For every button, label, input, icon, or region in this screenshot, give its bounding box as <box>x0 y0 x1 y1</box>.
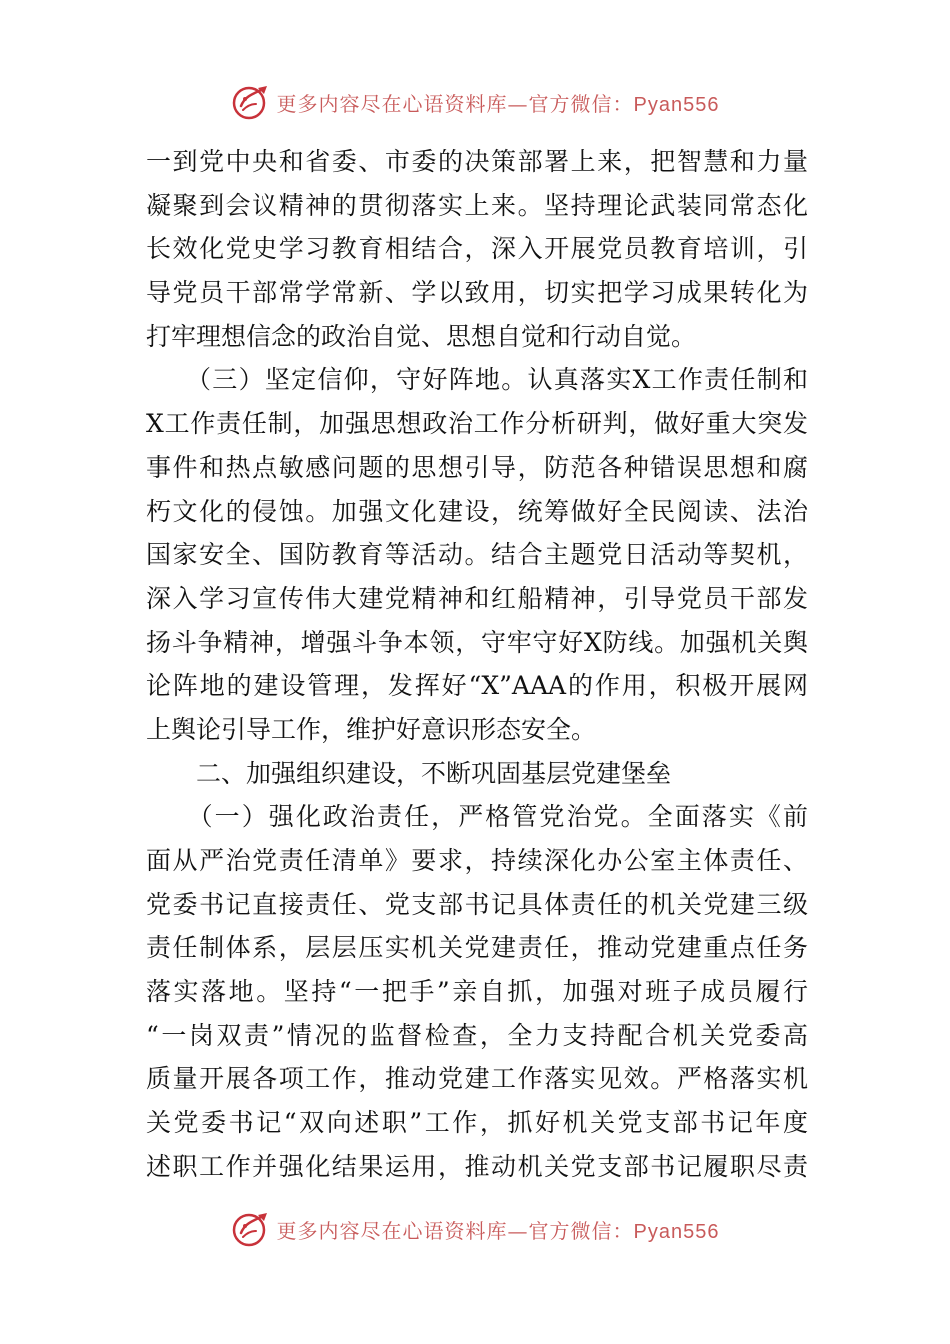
body-line: 打牢理想信念的政治自觉、思想自觉和行动自觉。 <box>146 321 697 351</box>
body-line: 党委书记直接责任、党支部书记具体责任的机关党建三级 <box>146 889 808 919</box>
body-line: 深入学习宣传伟大建党精神和红船精神，引导党员干部发 <box>146 583 808 613</box>
body-line: 上舆论引导工作，维护好意识形态安全。 <box>146 714 597 744</box>
document-body <box>146 140 808 1189</box>
body-line: 扬斗争精神，增强斗争本领，守牢守好X防线。加强机关舆 <box>146 627 808 657</box>
body-line: （三）坚定信仰，守好阵地。认真落实X工作责任制和 <box>146 365 808 395</box>
body-line: 二、加强组织建设，不断巩固基层党建堡垒 <box>146 758 672 788</box>
body-line: 责任制体系，层层压实机关党建责任，推动党建重点任务 <box>146 933 808 963</box>
body-line: 面从严治党责任清单》要求，持续深化办公室主体责任、 <box>146 846 808 875</box>
body-line: 长效化党史学习教育相结合，深入开展党员教育培训，引 <box>146 234 808 264</box>
body-line: （一）强化政治责任，严格管党治党。全面落实《前 <box>146 802 808 832</box>
body-line: 述职工作并强化结果运用，推动机关党支部书记履职尽责 <box>146 1151 808 1181</box>
body-line: “一岗双责”情况的监督检查，全力支持配合机关党委高 <box>146 1020 808 1050</box>
body-line: 论阵地的建设管理，发挥好“X”AAA的作用，积极开展网 <box>146 671 808 701</box>
body-line: 关党委书记“双向述职”工作，抓好机关党支部书记年度 <box>146 1108 808 1138</box>
body-line: 质量开展各项工作，推动党建工作落实见效。严格落实机 <box>146 1064 808 1094</box>
pen-seal-logo-icon <box>231 1209 271 1249</box>
header-banner <box>0 78 950 126</box>
body-line: 落实落地。坚持“一把手”亲自抓，加强对班子成员履行 <box>146 977 808 1007</box>
header-banner-text: 更多内容尽在心语资料库—官方微信：Pyan556 <box>276 91 720 116</box>
body-line: 凝聚到会议精神的贯彻落实上来。坚持理论武装同常态化 <box>146 190 808 220</box>
body-line: X工作责任制，加强思想政治工作分析研判，做好重大突发 <box>146 409 808 439</box>
body-line: 国家安全、国防教育等活动。结合主题党日活动等契机， <box>146 540 808 570</box>
body-line: 朽文化的侵蚀。加强文化建设，统筹做好全民阅读、法治 <box>146 496 808 526</box>
body-line: 事件和热点敏感问题的思想引导，防范各种错误思想和腐 <box>146 452 808 482</box>
footer-banner <box>0 1205 950 1253</box>
body-line: 导党员干部常学常新、学以致用，切实把学习成果转化为 <box>146 278 808 308</box>
pen-seal-logo-icon <box>231 82 271 122</box>
footer-banner-text: 更多内容尽在心语资料库—官方微信：Pyan556 <box>276 1218 720 1243</box>
body-line: 一到党中央和省委、市委的决策部署上来，把智慧和力量 <box>146 147 808 176</box>
